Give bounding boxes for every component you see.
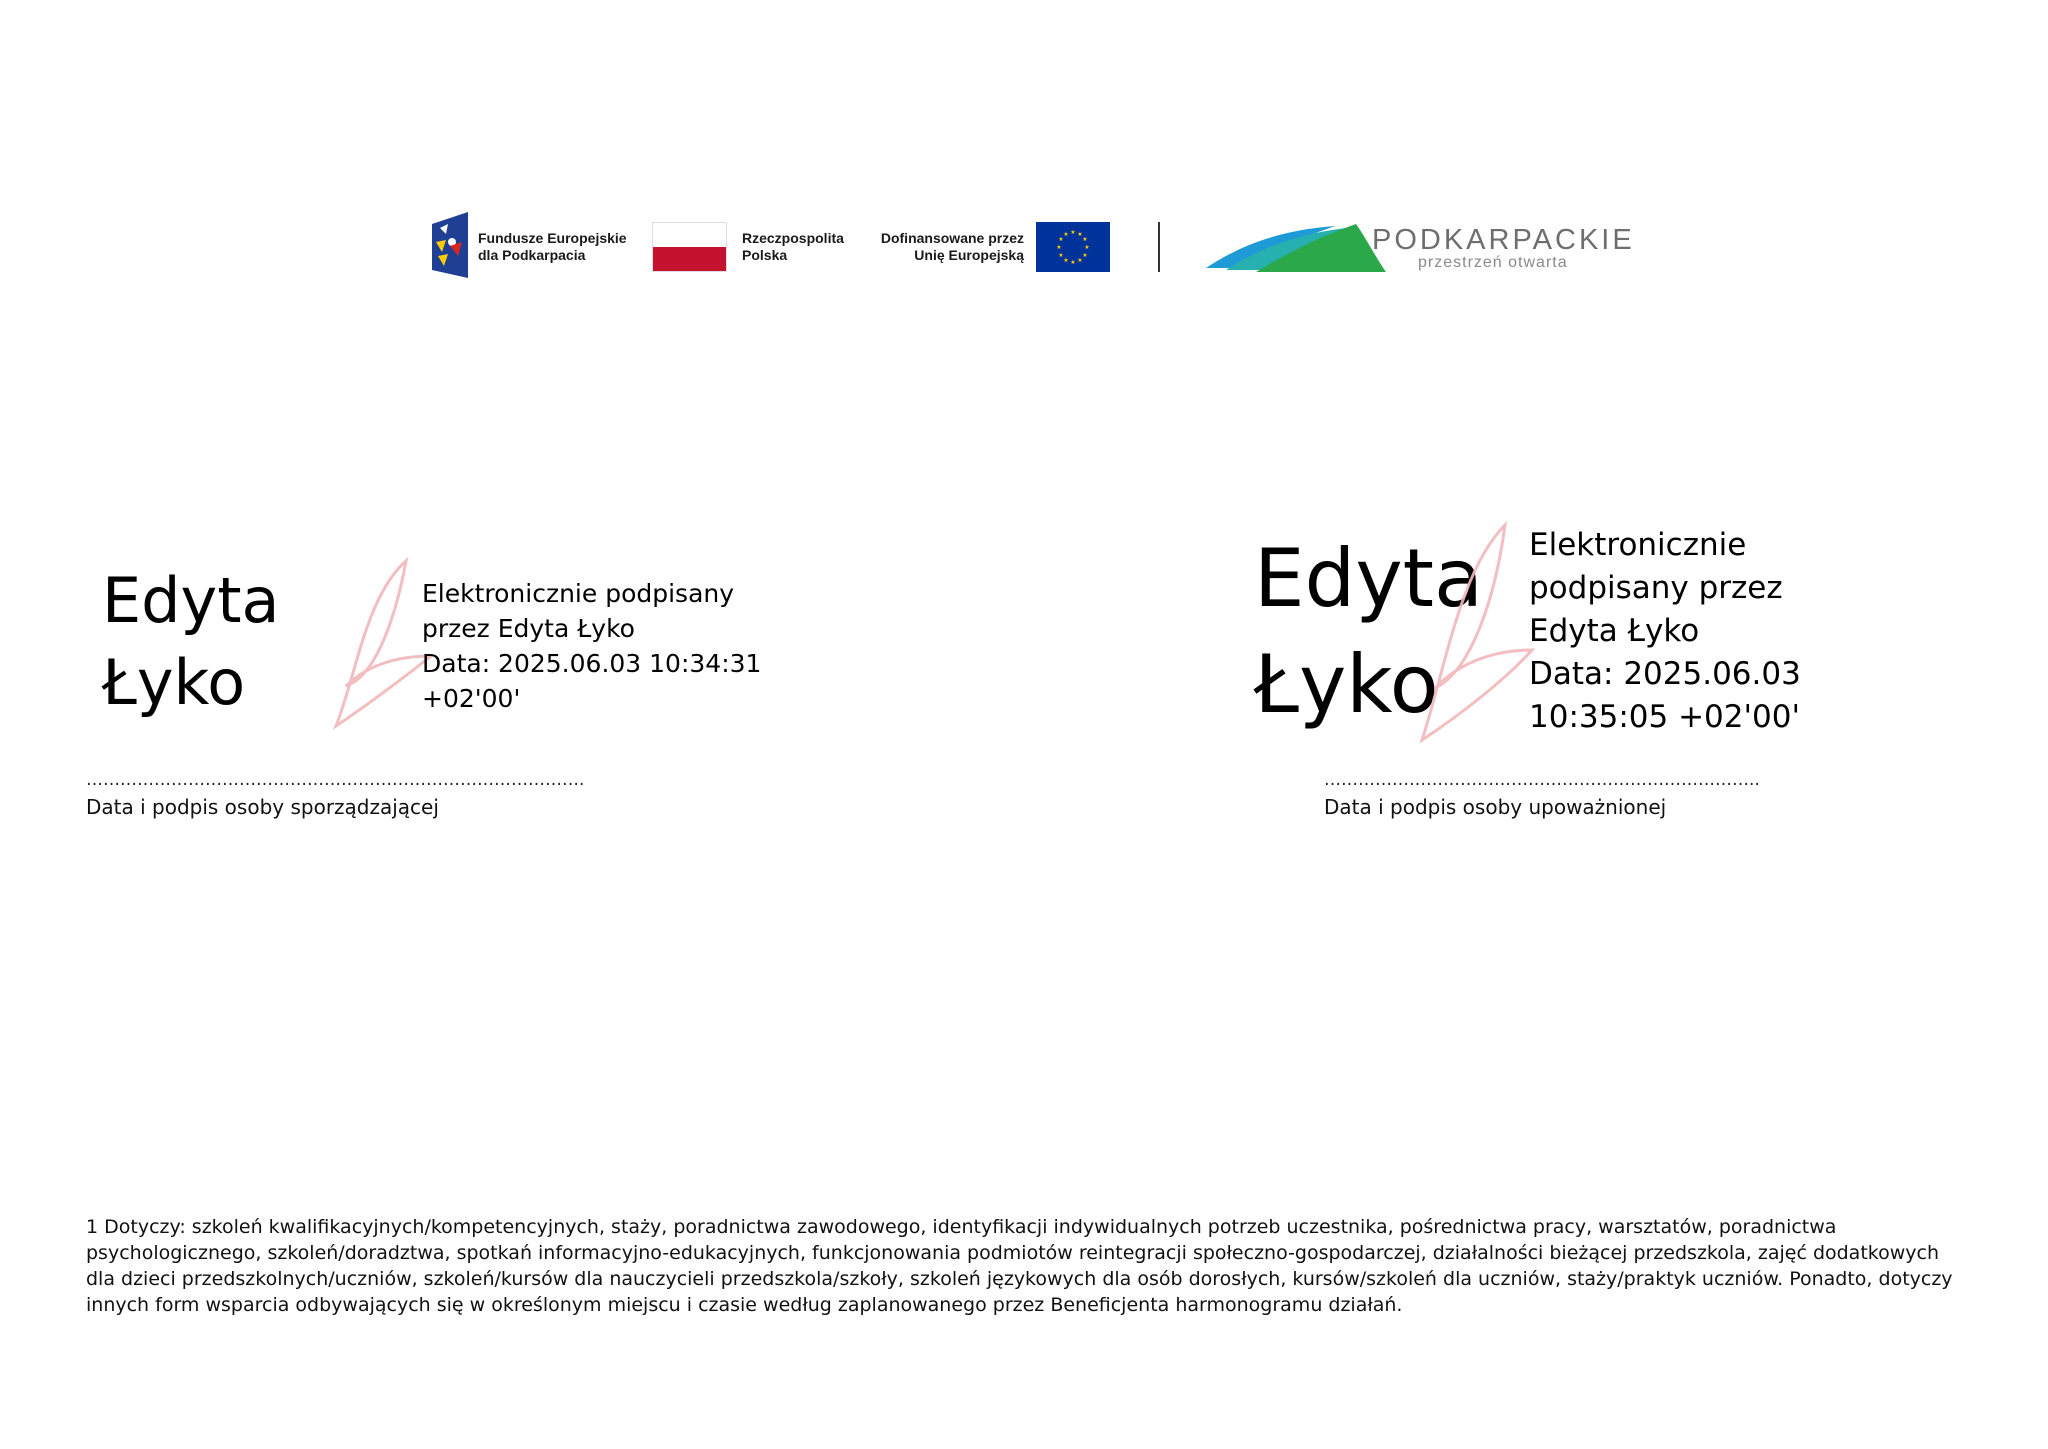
signature-caption-2: Data i podpis osoby upoważnionej — [1324, 795, 1667, 819]
svg-text:★: ★ — [1063, 257, 1069, 264]
svg-text:★: ★ — [1058, 252, 1064, 259]
footnote: 1 Dotyczy: szkoleń kwalifikacyjnych/kompetencyjnych, staży, poradnictwa zawodowego, identyfikacji indywidualnych potrzeb uczestnika, pośrednictwa pracy, warsztatów, poradnictwa psychologicznego, szkoleń/doradztwa, spotkań informacyjno-edukacyjnych, funkcjonowania podmiotów reintegracji społeczno-gospodarczej, działalności bieżącej przedszkola, zajęć dodatkowych dla dzieci przedszkolnych/uczniów, szkoleń/kursów dla nauczycieli przedszkola/szkoły, szkoleń językowych dla osób dorosłych, kursów/szkoleń dla uczniów, staży/praktyk uczniów. Ponadto, dotyczy innych form wsparcia odbywających się w określonym miejscu i czasie według zaplanowanego przez Beneficjenta harmonogramu działań. — [86, 1216, 1953, 1316]
svg-text:★: ★ — [1063, 231, 1069, 238]
svg-text:★: ★ — [1077, 231, 1083, 238]
signature-details-2: Elektronicznie podpisany przez Edyta Łyko Data: 2025.06.03 10:35:05 +02'00' — [1529, 527, 1801, 735]
logo-divider — [1158, 222, 1160, 272]
signature-caption-1: Data i podpis osoby sporządzającej — [86, 795, 439, 819]
podkarpackie-title: PODKARPACKIE — [1372, 224, 1635, 256]
svg-text:★: ★ — [1056, 244, 1062, 251]
podkarpackie-subtitle: przestrzeń otwarta — [1418, 254, 1568, 271]
svg-text:★: ★ — [1070, 229, 1076, 236]
fundusze-europejskie-logo-icon — [432, 212, 468, 278]
signature-details-1: Elektronicznie podpisany przez Edyta Łyko Data: 2025.06.03 10:34:31 +02'00' — [422, 579, 762, 713]
signature-name-1: Edyta Łyko — [102, 564, 280, 719]
svg-text:★: ★ — [1070, 259, 1076, 266]
rzeczpospolita-label: Rzeczpospolita Polska — [742, 230, 844, 263]
svg-text:★: ★ — [1082, 252, 1088, 259]
fundusze-europejskie-label: Fundusze Europejskie dla Podkarpacia — [478, 230, 627, 263]
signature-line-1: ……………………………………………………………………………. — [86, 770, 585, 790]
adobe-signature-mark-icon — [326, 556, 436, 736]
eu-flag-icon — [1036, 222, 1110, 272]
signature-name-2: Edyta Łyko — [1254, 532, 1484, 731]
svg-text:★: ★ — [1084, 244, 1090, 251]
signature-line-2: ………………………………………………………………….. — [1324, 770, 1760, 790]
poland-flag-icon — [652, 222, 727, 272]
svg-text:★: ★ — [1058, 236, 1064, 243]
logo-strip — [0, 0, 2048, 300]
adobe-signature-mark-icon — [1410, 520, 1536, 748]
eu-cofinanced-label: Dofinansowane przez Unię Europejską — [880, 230, 1024, 263]
svg-text:★: ★ — [1082, 236, 1088, 243]
svg-text:★: ★ — [1077, 257, 1083, 264]
podkarpackie-swoosh-icon — [1206, 218, 1386, 272]
